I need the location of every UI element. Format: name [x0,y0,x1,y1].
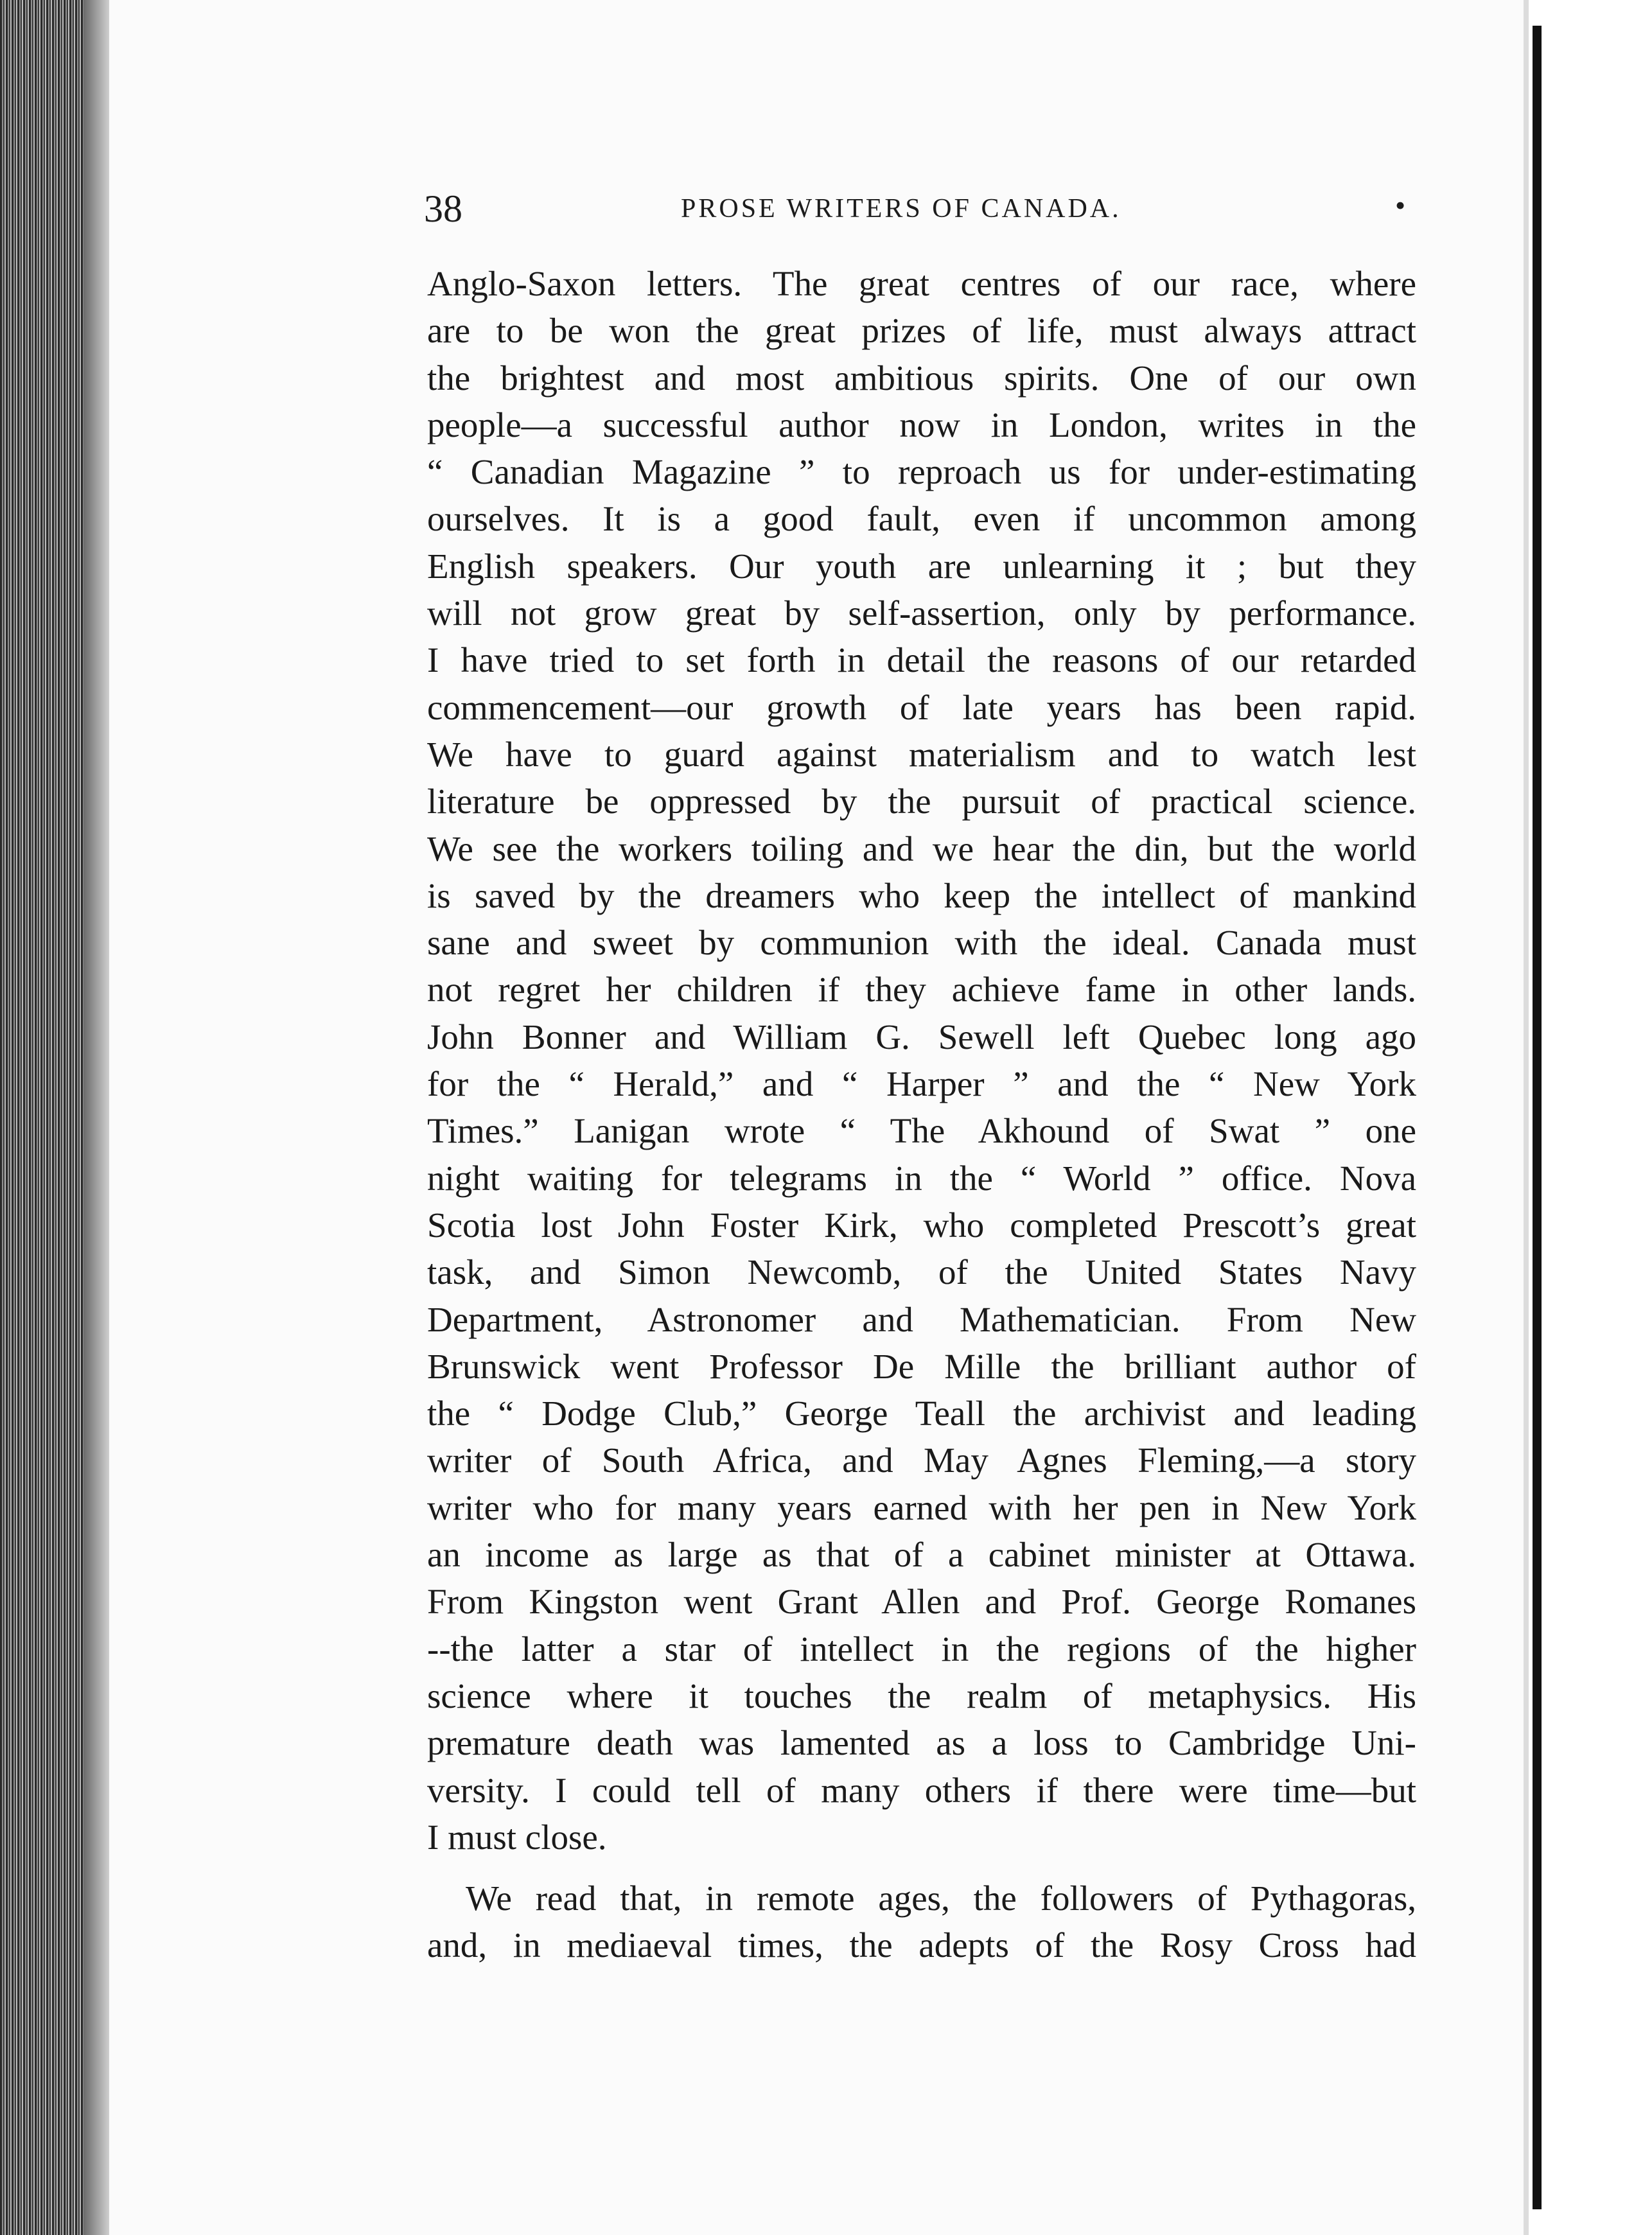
text-line: people—a successful author now in London, writes in the [427,405,1416,444]
text-line: science where it touches the realm of metaphysics. His [427,1676,1416,1715]
text-line: night waiting for telegrams in the “ World ” office. Nova [427,1158,1416,1198]
text-line: “ Canadian Magazine ” to reproach us for under-estimating [427,452,1416,492]
text-line: not regret her children if they achieve fame in other lands. [427,970,1416,1010]
adjacent-page-gutter [1524,0,1652,2235]
text-line: the “ Dodge Club,” George Teall the archivist and leading [427,1394,1416,1433]
text-line: We have to guard against materialism and to watch lest [427,734,1416,774]
paragraph-gap [427,1861,1416,1875]
text-line: We see the workers toiling and we hear the din, but the world [427,828,1416,868]
text-line: an income as large as that of a cabinet minister at Ottawa. [427,1535,1416,1575]
book-spine-edge [0,0,109,2235]
text-line: commencement—our growth of late years has been rapid. [427,687,1416,727]
text-line: for the “ Herald,” and “ Harper ” and the “ New York [427,1064,1416,1104]
text-line: From Kingston went Grant Allen and Prof. George Romanes [427,1582,1416,1622]
text-line: --the latter a star of intellect in the regions of the higher [427,1629,1416,1669]
text-line: writer who for many years earned with her pen in New York [427,1487,1416,1527]
running-title: PROSE WRITERS OF CANADA. [681,194,1121,224]
text-line: and, in mediaeval times, the adepts of the Rosy Cross had [427,1925,1416,1965]
text-line: sane and sweet by communion with the ideal. Canada must [427,923,1416,963]
text-line: ourselves. It is a good fault, even if uncommon among [427,499,1416,539]
text-line: will not grow great by self-assertion, only by performance. [427,593,1416,633]
text-line: writer of South Africa, and May Agnes Fleming,—a story [427,1441,1416,1480]
text-line: versity. I could tell of many others if there were time—but [427,1770,1416,1810]
text-line: English speakers. Our youth are unlearning it ; but they [427,546,1416,586]
body-text [427,260,1416,1969]
text-line: task, and Simon Newcomb, of the United States Navy [427,1252,1416,1292]
text-line: literature be oppressed by the pursuit of practical science. [427,782,1416,821]
text-line: I have tried to set forth in detail the reasons of our retarded [427,640,1416,680]
text-line: John Bonner and William G. Sewell left Quebec long ago [427,1017,1416,1056]
text-line: premature death was lamented as a loss to Cambridge Uni- [427,1723,1416,1763]
text-line: the brightest and most ambitious spirits. One of our own [427,358,1416,398]
text-line: Department, Astronomer and Mathematician. From New [427,1299,1416,1339]
paragraph-1 [427,260,1416,1861]
page-number: 38 [424,188,462,230]
text-line: We read that, in remote ages, the followers of Pythagoras, [466,1879,1416,1918]
text-line: Brunswick went Professor De Mille the brilliant author of [427,1346,1416,1386]
text-line: I must close. [427,1817,607,1857]
header-mark: • [1395,189,1406,222]
text-line: Anglo-Saxon letters. The great centres of our race, where [427,264,1416,303]
running-head [424,180,1426,238]
text-line: Times.” Lanigan wrote “ The Akhound of Swat ” one [427,1111,1416,1151]
text-line: Scotia lost John Foster Kirk, who completed Prescott’s great [427,1205,1416,1245]
text-line: is saved by the dreamers who keep the intellect of mankind [427,875,1416,915]
paragraph-2 [427,1875,1416,1969]
text-line: are to be won the great prizes of life, must always attract [427,311,1416,351]
